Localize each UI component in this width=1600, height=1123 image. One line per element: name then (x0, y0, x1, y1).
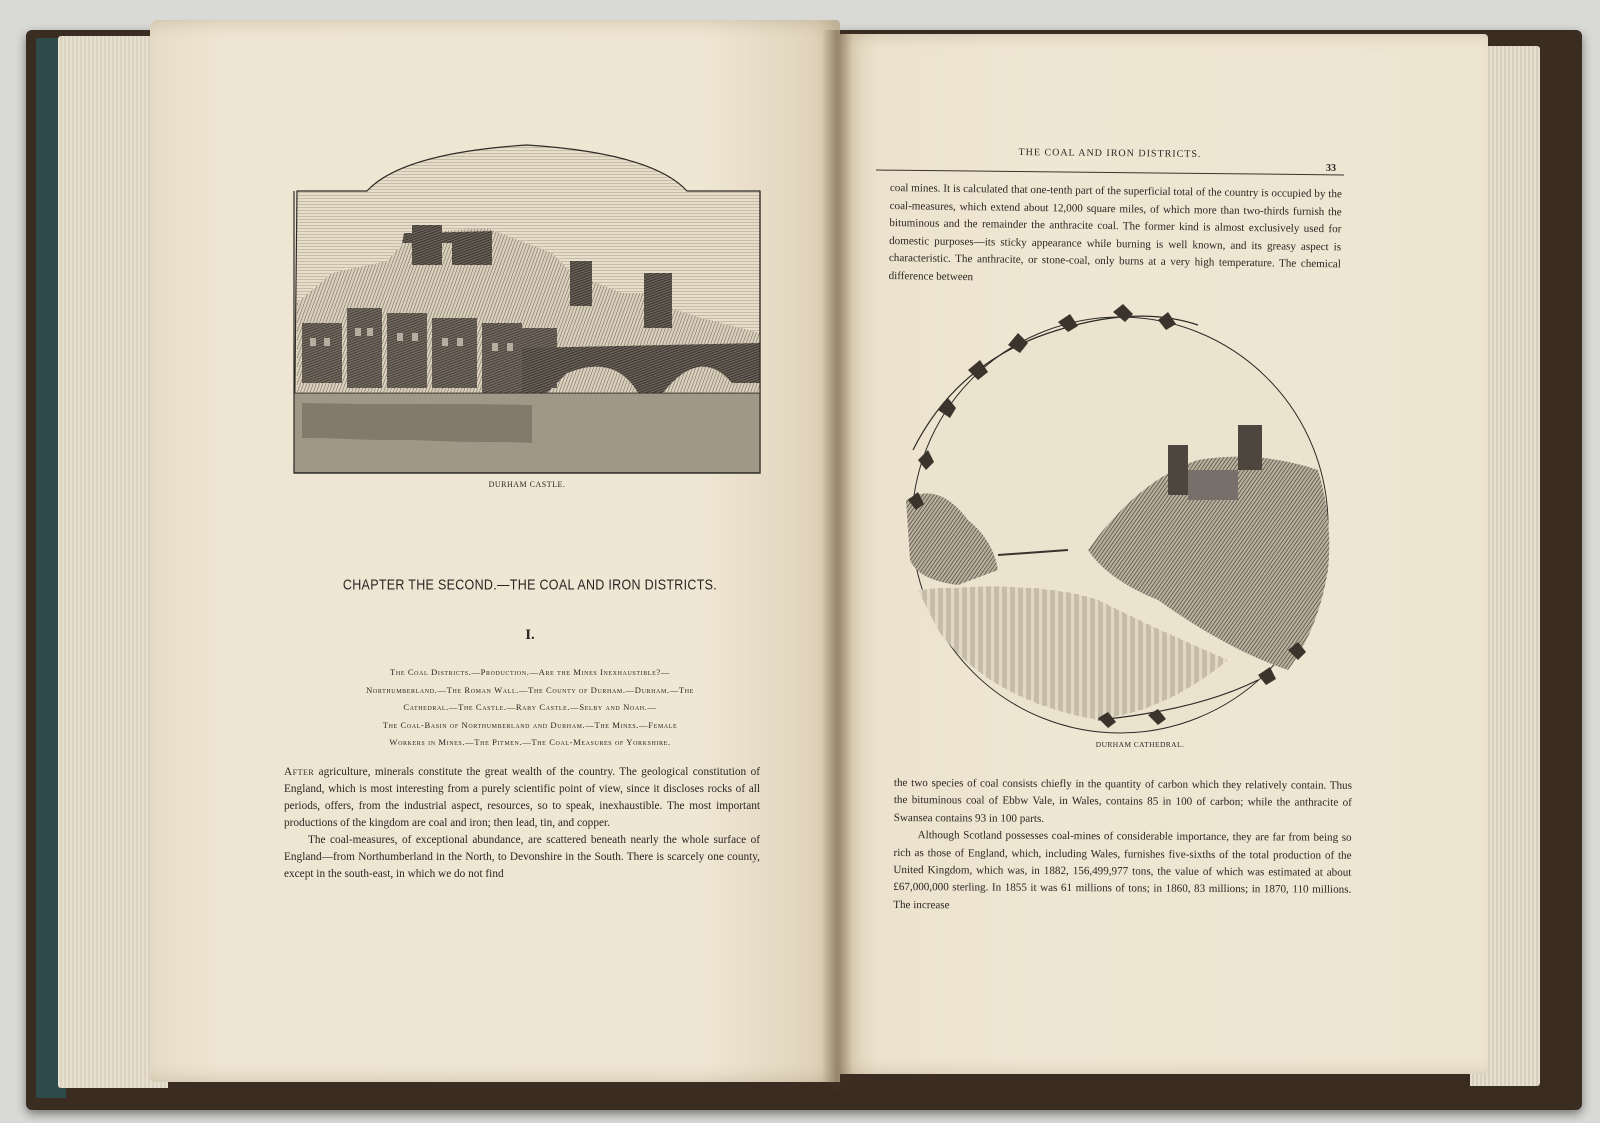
durham-cathedral-vignette (898, 300, 1343, 740)
synopsis-line: Northumberland.—The Roman Wall.—The County of Durham.—Durham.—The (366, 684, 694, 695)
right-body-text-bottom (893, 775, 1352, 917)
running-head: THE COAL AND IRON DISTRICTS. (1018, 147, 1202, 160)
paragraph-text: agriculture, minerals constitute the great wealth of the country. The geological constitution of England, which is most interesting from a purely scientific point of view, since it discloses rocks of all periods, offers, from the industrial aspect, resources, so to speak, inexhaustible. The most important productions of the kingdom are coal and iron; then lead, tin, and copper. (284, 766, 760, 829)
paragraph: The coal-measures, of exceptional abundance, are scattered beneath nearly the whole surface of England—from Northumberland in the North, to Devonshire in the South. There is scarcely one county, except in the south-east, in which we do not find (284, 834, 760, 880)
section-numeral: I. (525, 627, 535, 643)
synopsis-line: The Coal Districts.—Production.—Are the Mines Inexhaustible?— (390, 667, 670, 677)
chapter-title: CHAPTER THE SECOND.—THE COAL AND IRON DISTRICTS. (342, 576, 718, 594)
chapter-synopsis (280, 664, 780, 752)
synopsis-line: Cathedral.—The Castle.—Raby Castle.—Selby and Noah.— (403, 702, 657, 712)
vignette-caption: DURHAM CATHEDRAL. (1095, 740, 1185, 749)
durham-castle-engraving (292, 143, 762, 475)
plate-caption: DURHAM CASTLE. (488, 480, 566, 489)
book-gutter (822, 30, 852, 1090)
drop-word: After (284, 766, 315, 778)
synopsis-line: The Coal-Basin of Northumberland and Durham.—The Mines.—Female (382, 719, 678, 730)
page-number: 33 (1326, 163, 1336, 174)
right-body-text-top (889, 180, 1342, 292)
paragraph: Although Scotland possesses coal-mines of considerable importance, they are far from being so rich as those of England, which, including Wales, furnishes five-sixths of the total production of the United Kingdom, which was, in 1882, 156,499,977 tons, the value of which was estimated at about £67,000,000 sterling. In 1855 it was 61 millions of tons; in 1860, 83 millions; in 1870, 110 millions. The increase (893, 829, 1352, 912)
synopsis-line: Workers in Mines.—The Pitmen.—The Coal-Measures of Yorkshire. (389, 737, 671, 747)
paragraph: coal mines. It is calculated that one-tenth part of the superficial total of the country is occupied by the coal-measures, which extend about 12,000 square miles, of which more than two-thirds furnish the bituminous and the remainder the anthracite coal. The former kind is almost exclusively used for domestic purposes—its sticky appearance while burning is well known, and its greasy aspect is characteristic. The anthracite, or stone-coal, only burns at a very high temperature. The chemical difference between (888, 181, 1342, 284)
left-body-text (284, 764, 760, 883)
paragraph (284, 764, 760, 832)
paragraph: the two species of coal consists chiefly in the quantity of carbon which they relatively contain. Thus the bituminous coal of Ebbw Vale, in Wales, contains 85 in 100 of carbon; while the anthracite of Swansea contains 93 in 100 parts. (893, 776, 1352, 825)
